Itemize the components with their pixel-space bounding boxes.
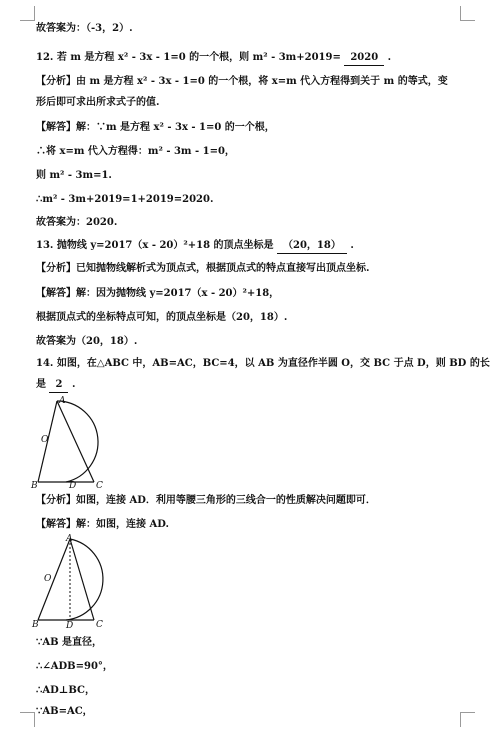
question-12-answer-blank: 2020 [344, 51, 384, 66]
question-14-line-2 [36, 378, 75, 393]
analysis-12-line-1: 【分析】由 m 是方程 x² - 3x - 1=0 的一个根，将 x=m 代入方程得到关于 m 的等式，变 [36, 76, 448, 87]
answer-line-13: 故答案为（20，18）. [36, 336, 138, 347]
segment-ab [38, 539, 70, 620]
question-13-period: . [350, 240, 354, 251]
solution-12-line-4: ∴m² - 3m+2019=1+2019=2020. [36, 194, 214, 205]
question-14-text-tail: 是 [36, 379, 46, 390]
question-12 [36, 51, 391, 66]
figure-triangle-semicircle [30, 395, 122, 489]
point-label-c: C [96, 620, 103, 629]
point-label-d: D [69, 481, 77, 489]
point-label-a: A [66, 534, 73, 544]
point-label-b: B [32, 620, 39, 629]
solution-14-line-5: ∵AB=AC， [36, 706, 93, 717]
question-13-answer-blank: （20，18） [277, 239, 347, 254]
question-14-period: . [71, 379, 76, 390]
analysis-13: 【分析】已知抛物线解析式为顶点式，根据顶点式的特点直接写出顶点坐标. [36, 263, 370, 274]
figure-triangle-semicircle-with-altitude [30, 533, 122, 629]
point-label-d: D [66, 621, 74, 629]
solution-12-line-1: 【解答】解：∵m 是方程 x² - 3x - 1=0 的一个根， [36, 122, 275, 133]
crop-mark-top-right [460, 6, 475, 21]
crop-mark-top-left [20, 6, 35, 21]
question-14-line-1: 14. 如图，在△ABC 中，AB=AC，BC=4，以 AB 为直径作半圆 O，交 BC 于点 D，则 BD 的长 [36, 358, 490, 369]
segment-ac [70, 539, 94, 620]
analysis-12-line-2: 形后即可求出所求式子的值. [36, 97, 160, 108]
analysis-14: 【分析】如图，连接 AD．利用等腰三角形的三线合一的性质解决问题即可． [36, 495, 376, 506]
point-label-a: A [59, 396, 66, 406]
segment-ac [57, 401, 94, 482]
solution-14-line-3: ∴∠ADB=90°， [36, 661, 113, 672]
question-12-period: . [387, 52, 392, 63]
crop-mark-bottom-left [20, 712, 35, 727]
solution-12-line-2: ∴将 x=m 代入方程得：m² - 3m - 1=0， [36, 146, 235, 157]
semicircle-arc [66, 539, 103, 620]
crop-mark-bottom-right [460, 712, 475, 727]
point-label-o: O [41, 435, 49, 445]
answer-line-12: 故答案为：2020. [36, 217, 118, 228]
solution-12-line-3: 则 m² - 3m=1. [36, 170, 112, 181]
question-14-answer-blank: 2 [49, 378, 68, 393]
answer-line-11: 故答案为：（-3，2）. [36, 23, 133, 34]
solution-14-line-1: 【解答】解：如图，连接 AD. [36, 519, 170, 530]
point-label-o: O [44, 574, 52, 584]
solution-14-line-2: ∵AB 是直径， [36, 637, 103, 648]
solution-13-line-2: 根据顶点式的坐标特点可知，的顶点坐标是（20，18）. [36, 312, 288, 323]
solution-14-line-4: ∴AD⊥BC， [36, 685, 95, 696]
question-13 [36, 239, 354, 254]
question-12-text: 12. 若 m 是方程 x² - 3x - 1=0 的一个根，则 m² - 3m+2019= [36, 52, 341, 63]
point-label-c: C [96, 481, 103, 489]
solution-13-line-1: 【解答】解：因为抛物线 y=2017（x - 20）²+18， [36, 288, 280, 299]
question-13-text: 13. 抛物线 y=2017（x - 20）²+18 的顶点坐标是 [36, 240, 274, 251]
point-label-b: B [31, 481, 38, 489]
